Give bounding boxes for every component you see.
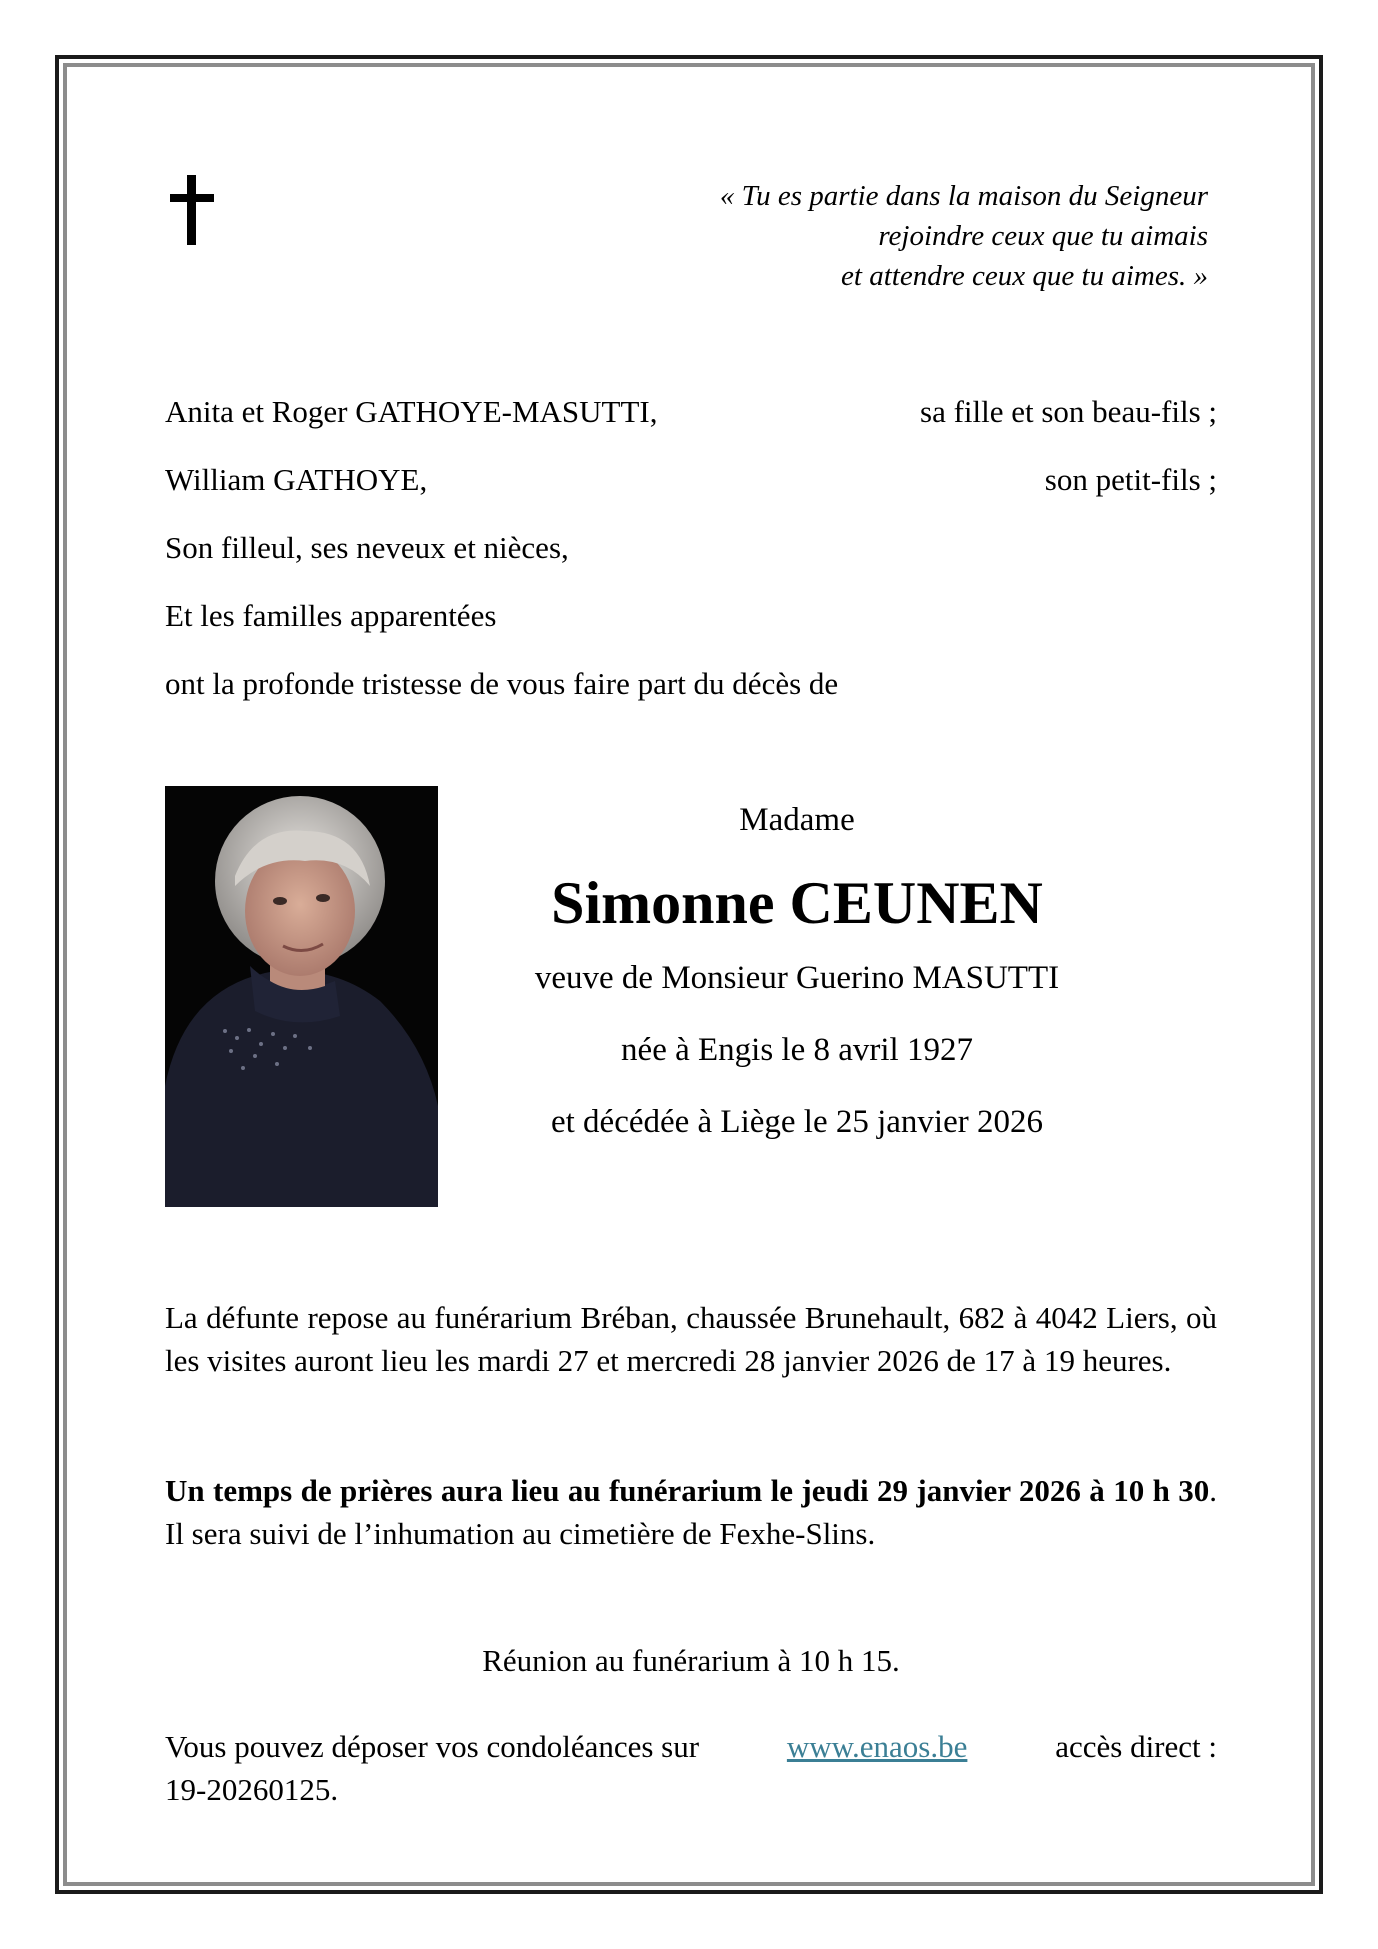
deceased-name: Simonne CEUNEN [551, 870, 1043, 936]
quote-line: et attendre ceux que tu aimes. » [841, 260, 1208, 292]
condolences-link[interactable]: www.enaos.be [786, 1729, 968, 1764]
portrait-photo [165, 786, 438, 1207]
family-name: Son filleul, ses neveux et nièces, [165, 530, 569, 565]
ceremony-paragraph [165, 1469, 1217, 1555]
family-name: Et les familles apparentées [165, 598, 497, 633]
access-label: accès direct : [1055, 1729, 1217, 1764]
spouse-line: veuve de Monsieur Guerino MASUTTI [534, 960, 1060, 996]
condolences-paragraph [165, 1725, 1217, 1811]
family-list [165, 392, 1217, 732]
meeting-line: Réunion au funérarium à 10 h 15. [482, 1643, 900, 1678]
quote-line: « Tu es partie dans la maison du Seigneur [719, 180, 1208, 212]
family-name: William GATHOYE, [165, 462, 428, 497]
quote-line: rejoindre ceux que tu aimais [878, 220, 1208, 252]
family-row [165, 596, 1217, 664]
visitation-paragraph: La défunte repose au funérarium Bréban, chaussée Brunehault, 682 à 4042 Liers, où les visites auront lieu les mardi 27 et mercredi 28 janvier 2026 de 17 à 19 heures. [165, 1300, 1217, 1378]
deceased-identity [440, 800, 1154, 1142]
family-relation: son petit-fils ; [1044, 462, 1217, 497]
family-name: ont la profonde tristesse de vous faire part du décès de [165, 666, 839, 701]
condolences-text: Vous pouvez déposer vos condoléances sur [165, 1729, 700, 1764]
access-code: 19-20260125. [165, 1772, 339, 1807]
announcement-line [165, 664, 1217, 732]
family-row [165, 460, 1217, 528]
family-row [165, 392, 1217, 460]
family-relation: sa fille et son beau-fils ; [920, 394, 1217, 429]
family-name: Anita et Roger GATHOYE-MASUTTI, [165, 394, 658, 429]
death-line: et décédée à Liège le 25 janvier 2026 [550, 1104, 1043, 1140]
epigraph-quote [720, 176, 1208, 296]
birth-line: née à Engis le 8 avril 1927 [621, 1032, 973, 1068]
burial-info: . Il sera suivi de l’inhumation au cimetière de Fexhe-Slins. [165, 1473, 1217, 1551]
honorific: Madame [739, 802, 855, 838]
ceremony-time: Un temps de prières aura lieu au funérarium le jeudi 29 janvier 2026 à 10 h 30 [165, 1473, 1210, 1508]
cross-icon [170, 175, 214, 245]
family-row [165, 528, 1217, 596]
portrait-illustration [165, 786, 438, 1207]
